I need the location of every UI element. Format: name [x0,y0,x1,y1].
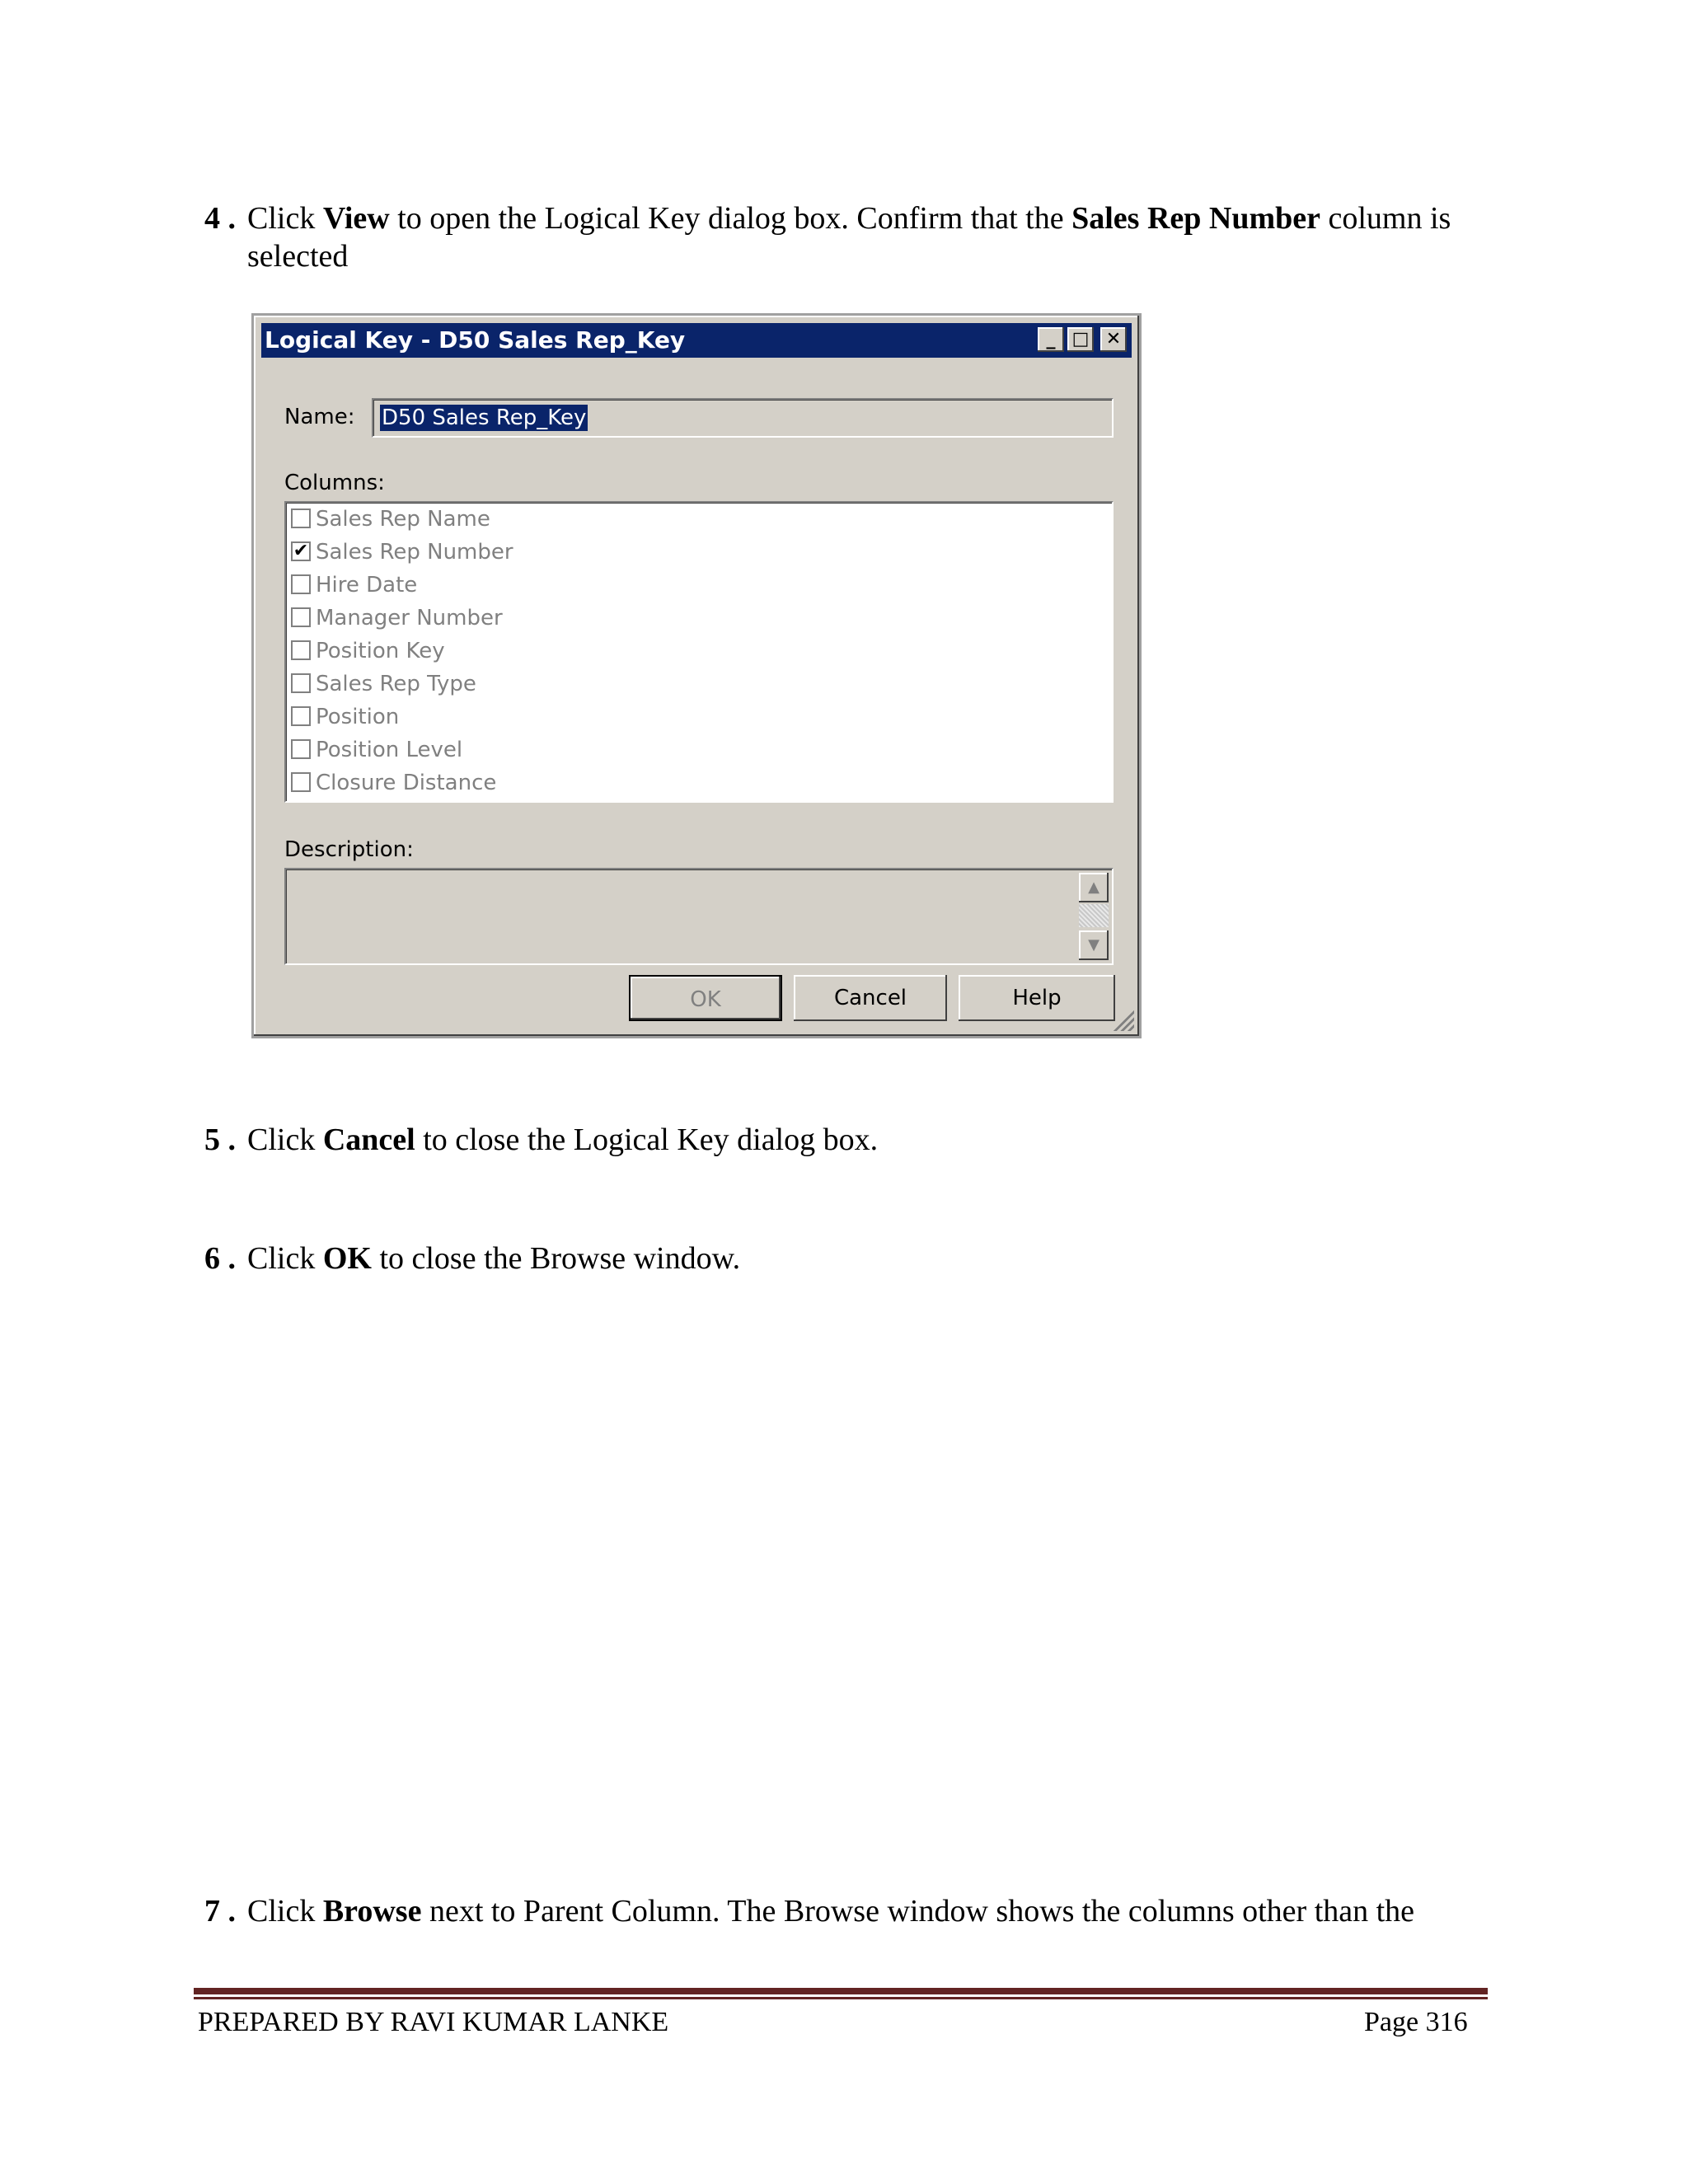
step-bold: View [322,201,390,236]
list-item-label: Position Level [316,738,463,762]
list-item[interactable] [291,536,513,569]
resize-grip-icon[interactable] [1111,1008,1134,1031]
list-item[interactable] [291,766,496,799]
list-item-label: Closure Distance [316,771,497,795]
name-value: D50 Sales Rep_Key [382,405,587,430]
checkbox[interactable] [291,574,311,594]
footer-rule-thin [194,1997,1488,1999]
scrollbar-track[interactable] [1079,904,1109,927]
list-item[interactable] [291,733,462,766]
step-bold: Cancel [322,1122,415,1157]
list-item-label: Hire Date [316,573,418,598]
checkbox[interactable] [291,706,311,726]
step-4 [204,199,1451,237]
checkbox[interactable] [291,772,311,792]
step-bold: OK [322,1241,372,1276]
cancel-button[interactable]: Cancel [794,975,947,1021]
step-text: Click [247,1122,323,1157]
close-icon[interactable]: ✕ [1100,327,1127,352]
checkbox[interactable] [291,673,311,693]
step-4-continuation: selected [247,239,349,274]
step-5 [204,1121,878,1159]
step-bold: Sales Rep Number [1071,201,1320,236]
dialog-titlebar [261,323,1132,358]
list-item-label: Manager Number [316,606,503,630]
step-number: 6 . [204,1241,236,1276]
checkbox[interactable] [291,739,311,759]
footer-author: PREPARED BY RAVI KUMAR LANKE [198,2007,669,2037]
page-number: Page 316 [1364,2007,1468,2037]
list-item[interactable] [291,701,399,733]
list-item-label: Sales Rep Name [316,507,490,532]
logical-key-dialog [251,313,1142,1038]
step-number: 7 . [204,1894,236,1929]
list-item[interactable] [291,635,445,668]
help-button[interactable]: Help [959,975,1115,1021]
list-item-label: Position Key [316,639,445,663]
step-text: to close the Logical Key dialog box. [415,1122,879,1157]
name-input[interactable] [372,398,1114,438]
minimize-icon[interactable]: _ [1038,327,1064,352]
columns-label: Columns: [284,471,385,495]
scroll-up-icon[interactable]: ▲ [1079,873,1109,902]
ok-button[interactable]: OK [629,975,782,1021]
step-text: to close the Browse window. [371,1241,741,1276]
step-text: to open the Logical Key dialog box. Confirm that the [389,201,1072,236]
checkbox[interactable] [291,640,311,660]
step-text: Click [247,201,323,236]
step-bold: Browse [322,1894,422,1929]
list-item-label: Sales Rep Type [316,672,476,696]
list-item-label: Position [316,705,400,729]
step-text: Click [247,1241,323,1276]
step-text: next to Parent Column. The Browse window shows the columns other than the [421,1894,1415,1929]
list-item-label: Sales Rep Number [316,540,513,565]
step-number: 4 . [204,201,236,236]
step-text: column is [1320,201,1451,236]
step-6 [204,1240,740,1277]
list-item[interactable] [291,668,476,701]
maximize-icon[interactable]: □ [1067,327,1094,352]
description-input[interactable] [284,868,1114,965]
dialog-title: Logical Key - D50 Sales Rep_Key [265,326,686,354]
description-label: Description: [284,837,414,862]
step-number: 5 . [204,1122,236,1157]
scroll-down-icon[interactable]: ▼ [1079,930,1109,960]
checkbox[interactable] [291,607,311,627]
checkbox[interactable] [291,509,311,528]
columns-list[interactable] [284,501,1114,803]
step-text: Click [247,1894,323,1929]
step-7 [204,1892,1414,1930]
list-item[interactable] [291,569,417,602]
footer-rule [194,1988,1488,1994]
list-item[interactable] [291,602,503,635]
name-label: Name: [284,405,355,429]
checkbox-checked[interactable]: ✔ [291,541,311,561]
list-item[interactable] [291,503,490,536]
